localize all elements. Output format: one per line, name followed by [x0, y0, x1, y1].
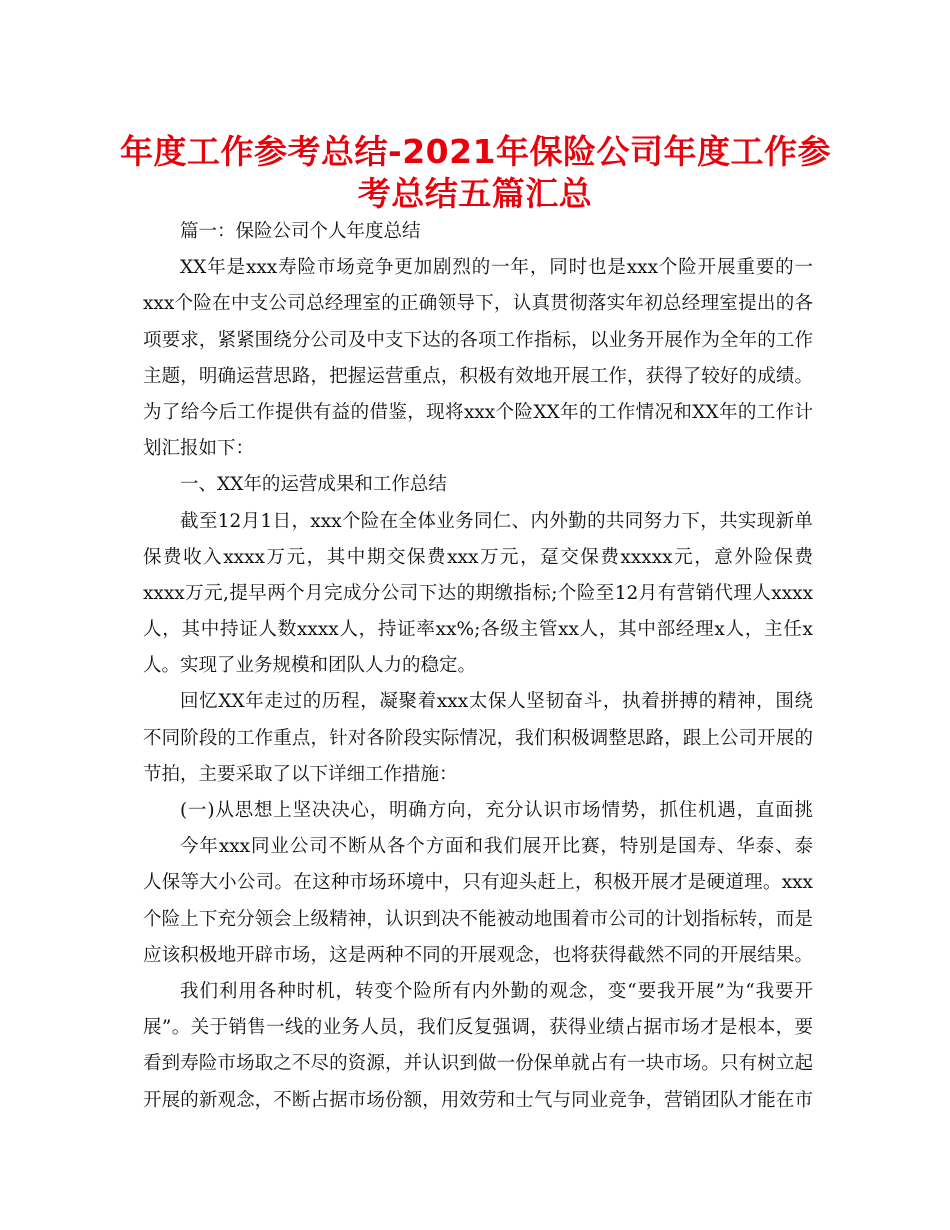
body-text-line: 篇一：保险公司个人年度总结 [180, 221, 421, 242]
body-text-line: 保费收入xxxx万元，其中期交保费xxx万元，趸交保费xxxxx元，意外险保费 [143, 546, 813, 568]
body-text-line: 展”。关于销售一线的业务人员，我们反复强调，获得业绩占据市场才是根本，要 [143, 1017, 813, 1039]
body-text-line: 人。实现了业务规模和团队人力的稳定。 [143, 655, 477, 677]
body-text-line: 个险上下充分领会上级精神，认识到决不能被动地围着市公司的计划指标转，而是 [143, 908, 813, 930]
body-text-line: 划汇报如下： [143, 438, 255, 460]
body-text-line: xxxx万元,提早两个月完成分公司下达的期缴指标;个险至12月有营销代理人xxxx [143, 582, 813, 604]
body-text-line: 回忆XX年走过的历程，凝聚着xxx太保人坚韧奋斗，执着拼搏的精神，围绕 [180, 691, 813, 713]
body-text-line: 不同阶段的工作重点，针对各阶段实际情况，我们积极调整思路，跟上公司开展的 [143, 727, 813, 749]
body-text-line: 项要求，紧紧围绕分公司及中支下达的各项工作指标，以业务开展作为全年的工作 [143, 329, 813, 351]
body-text-line: 人，其中持证人数xxxx人，持证率xx%;各级主管xx人，其中部经理x人，主任x [143, 619, 813, 641]
body-text-line: XX年是xxx寿险市场竞争更加剧烈的一年，同时也是xxx个险开展重要的一 [180, 257, 813, 279]
body-text-line: 今年xxx同业公司不断从各个方面和我们展开比赛，特别是国寿、华泰、泰 [180, 836, 813, 858]
document-title-line-2: 考总结五篇汇总 [357, 174, 593, 213]
body-text-line: xxx个险在中支公司总经理室的正确领导下，认真贯彻落实年初总经理室提出的各 [143, 293, 813, 315]
document-body [143, 214, 813, 1119]
body-text-line: 人保等大小公司。在这种市场环境中，只有迎头赶上，积极开展才是硬道理。xxx [143, 872, 813, 894]
body-text-line: 开展的新观念，不断占据市场份额，用效劳和士气与同业竞争，营销团队才能在市 [143, 1089, 813, 1111]
body-text-line: 看到寿险市场取之不尽的资源，并认识到做一份保单就占有一块市场。只有树立起 [143, 1053, 813, 1075]
body-text-line: 我们利用各种时机，转变个险所有内外勤的观念，变“要我开展”为“我要开 [180, 980, 813, 1002]
body-text-line: 节拍，主要采取了以下详细工作措施： [143, 763, 458, 785]
body-text-line: 主题，明确运营思路，把握运营重点，积极有效地开展工作，获得了较好的成绩。 [143, 365, 813, 387]
body-text-line: 一、XX年的运营成果和工作总结 [180, 474, 447, 496]
document-title-line-1: 年度工作参考总结-2021年保险公司年度工作参 [120, 132, 832, 171]
body-text-line: 为了给今后工作提供有益的借鉴，现将xxx个险XX年的工作情况和XX年的工作计 [143, 401, 813, 423]
body-text-line: 应该积极地开辟市场，这是两种不同的开展观念，也将获得截然不同的开展结果。 [143, 944, 813, 966]
body-text-line: (一)从思想上坚决决心，明确方向，充分认识市场情势，抓住机遇，直面挑 [180, 800, 813, 821]
body-text-line: 截至12月1日，xxx个险在全体业务同仁、内外勤的共同努力下，共实现新单 [180, 510, 813, 532]
